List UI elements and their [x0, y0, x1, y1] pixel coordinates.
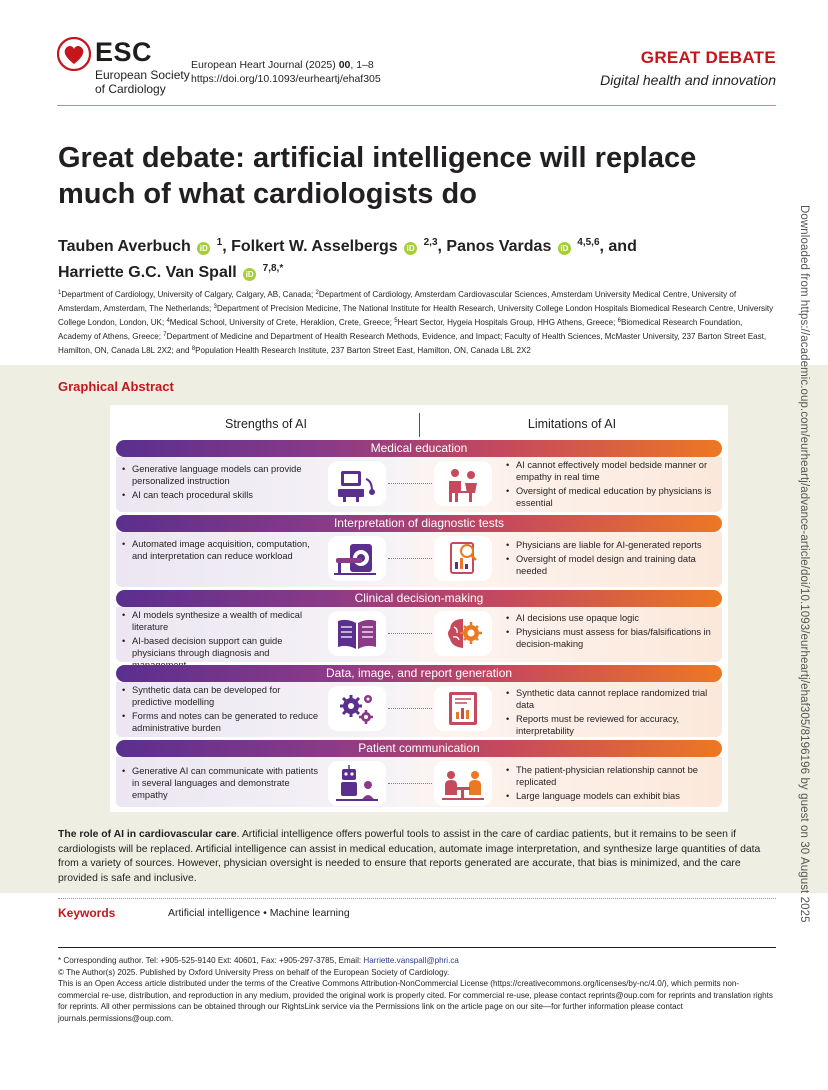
- brain-gear-icon: [434, 611, 492, 656]
- affiliation-text: Department of Cardiology, Amsterdam Cardiovascular Sciences, Amsterdam University Medical Centre, University of Amsterdam, Amsterdam, The Netherlands;: [58, 290, 737, 313]
- robot-icon: [328, 761, 386, 806]
- section-subtitle: Digital health and innovation: [600, 72, 776, 88]
- logo-subtitle-line2: of Cardiology: [95, 82, 166, 96]
- affiliation-number: 5: [394, 318, 398, 324]
- author-affiliation: 1: [216, 237, 223, 248]
- affiliation-text: Department of Precision Medicine, The National Institute for Health Research, University College London Hospitals Biomedical Research Centre, University College London, London, UK;: [58, 304, 774, 327]
- orcid-icon[interactable]: iD: [558, 242, 571, 255]
- simulator-icon: [328, 461, 386, 506]
- orcid-icon[interactable]: iD: [197, 242, 210, 255]
- mri-scanner-icon: [328, 536, 386, 581]
- consultation-icon: [434, 761, 492, 806]
- keywords-text: Artificial intelligence • Machine learning: [168, 907, 350, 919]
- affiliation-text: Medical School, University of Crete, Heraklion, Crete, Greece;: [169, 318, 395, 327]
- author-name[interactable]: Harriette G.C. Van Spall: [58, 264, 237, 281]
- connector-line: [388, 483, 432, 484]
- journal-citation: [191, 58, 381, 86]
- section-title: GREAT DEBATE: [640, 48, 776, 67]
- strength-item: • AI models synthesize a wealth of medical literature: [122, 609, 322, 633]
- book-icon: [328, 611, 386, 656]
- affiliation-number: 3: [213, 304, 217, 310]
- strength-item: • Generative language models can provide personalized instruction: [122, 463, 322, 487]
- strength-item: • Generative AI can communicate with patients in several languages and demonstrate empathy: [122, 765, 322, 801]
- affiliation-number: 4: [166, 318, 170, 324]
- affiliation-text: Department of Cardiology, University of Calgary, Calgary, AB, Canada;: [61, 290, 316, 299]
- strengths-list: [122, 538, 322, 564]
- orcid-icon[interactable]: iD: [404, 242, 417, 255]
- affiliation-text: Heart Sector, Hygeia Hospitals Group, HHG Athens, Greece;: [397, 318, 618, 327]
- author-separator: ,: [222, 238, 232, 255]
- limitation-item: • Physicians are liable for AI-generated reports: [506, 539, 716, 551]
- affiliation-number: 7: [163, 332, 167, 338]
- row-header-clinical-decision-making: Clinical decision-making: [116, 590, 722, 607]
- limitation-item: • Oversight of medical education by physicians is essential: [506, 485, 716, 509]
- affiliations: [58, 287, 776, 357]
- limitation-item: • AI decisions use opaque logic: [506, 612, 716, 624]
- doi-link[interactable]: https://doi.org/10.1093/eurheartj/ehaf305: [191, 73, 381, 85]
- author-affiliation: 2,3: [423, 237, 438, 248]
- connector-line: [388, 633, 432, 634]
- heart-logo-icon: [57, 37, 91, 71]
- limitation-item: • The patient-physician relationship cannot be replicated: [506, 764, 716, 788]
- row-header-data-generation: Data, image, and report generation: [116, 665, 722, 682]
- author-name[interactable]: Panos Vardas: [446, 238, 552, 255]
- strengths-list: [122, 765, 322, 803]
- row-header-diagnostic-tests: Interpretation of diagnostic tests: [116, 515, 722, 532]
- graphical-abstract-label: Graphical Abstract: [58, 379, 174, 394]
- esc-logo: [57, 37, 197, 97]
- logo-text: ESC: [95, 37, 153, 67]
- download-watermark: [796, 205, 812, 923]
- data-analysis-icon: [434, 536, 492, 581]
- strength-item: • AI can teach procedural skills: [122, 489, 322, 501]
- license-text: This is an Open Access article distributed under the terms of the Creative Commons Attribution-NonCommercial License (https://creativecommons.org/licenses/by-nc/4.0/), which permits non-commercial re-use, distribution, and reproduction in any medium, provided the original work is properly cited. For commercial re-use, please contact reprints@oup.com for reprints and translation rights for reprints. All other permissions can be obtained through our RightsLink service via the Permissions link on the article page on our site—for further information please contact journals.permissions@oup.com.: [58, 979, 773, 1023]
- limitation-item: • Physicians must assess for bias/falsifications in decision-making: [506, 626, 716, 650]
- connector-line: [388, 558, 432, 559]
- column-header-limitations: Limitations of AI: [527, 417, 617, 431]
- article-title: Great debate: artificial intelligence will replace much of what cardiologists do: [58, 142, 697, 210]
- limitations-list: [506, 539, 716, 579]
- copyright-text: © The Author(s) 2025. Published by Oxford University Press on behalf of the European Society of Cardiology.: [58, 967, 450, 977]
- author-separator: , and: [599, 238, 637, 255]
- author-affiliation: 7,8,*: [262, 263, 284, 274]
- strength-item: • Automated image acquisition, computation, and interpretation can reduce workload: [122, 538, 322, 562]
- author-list: [58, 232, 748, 284]
- affiliation-text: Biomedical Research Foundation, Academy of Athens, Greece;: [58, 318, 743, 341]
- strengths-list: [122, 684, 322, 736]
- author-name[interactable]: Tauben Averbuch: [58, 238, 191, 255]
- download-note-text: Downloaded from https://academic.oup.com/eurheartj/advance-article/doi/10.1093/eurheartj/ehaf305/8196196 by guest on 30 August 2025: [798, 205, 810, 923]
- affiliation-number: 6: [617, 318, 621, 324]
- connector-line: [388, 783, 432, 784]
- caption-text: . Artificial intelligence offers powerful tools to assist in the care of cardiac patients, but it remains to be seen if cardiologists will be replaced. Artificial intelligence can assist in medical education, automate image interpretation, and synthesize large quantities of data from a variety of sources. However, physician oversight is needed to ensure that reports generated are accurate, that bias is minimized, and the care provided is safe and inclusive.: [58, 829, 761, 884]
- limitation-item: • Oversight of model design and training data needed: [506, 553, 716, 577]
- row-header-medical-education: Medical education: [116, 440, 722, 457]
- affiliation-text: Population Health Research Institute, 237 Barton Street East, Hamilton, ON, Canada L8L 2X2: [195, 346, 531, 355]
- corresponding-author: * Corresponding author. Tel: +905-525-9140 Ext: 40601, Fax: +905-297-3785, Email:: [58, 956, 364, 965]
- affiliation-text: Department of Medicine and Department of Health Research Methods, Evidence, and Impact; Faculty of Health Sciences, McMaster University, 237 Barton Street East, Hamilton, ON, Canada L8L 2X2; and: [58, 332, 767, 355]
- limitations-list: [506, 459, 716, 511]
- strengths-list: [122, 609, 322, 673]
- strength-item: • Forms and notes can be generated to reduce administrative burden: [122, 710, 322, 734]
- author-affiliation: 4,5,6: [577, 237, 600, 248]
- patient-care-icon: [434, 461, 492, 506]
- header-divider: [57, 105, 776, 106]
- strength-item: • Synthetic data can be developed for predictive modelling: [122, 684, 322, 708]
- limitation-item: • AI cannot effectively model bedside manner or empathy in real time: [506, 459, 716, 483]
- limitations-list: [506, 687, 716, 739]
- figure-caption: [58, 828, 778, 886]
- graphical-abstract-figure: [110, 405, 728, 812]
- affiliation-number: 2: [315, 290, 319, 296]
- affiliation-number: 8: [191, 346, 196, 352]
- strength-item: • AI-based decision support can guide physicians through diagnosis and: [122, 635, 322, 671]
- gears-icon: [328, 686, 386, 731]
- limitation-item: • Reports must be reviewed for accuracy, interpretability: [506, 713, 716, 737]
- strengths-list: [122, 463, 322, 503]
- limitations-list: [506, 764, 716, 804]
- email-link[interactable]: Harriette.vanspall@phri.ca: [363, 956, 459, 965]
- logo-subtitle-line1: European Society: [95, 68, 190, 82]
- author-separator: ,: [437, 238, 447, 255]
- journal-pages: , 1–8: [350, 59, 374, 71]
- limitation-item: • Synthetic data cannot replace randomized trial data: [506, 687, 716, 711]
- keywords-label: Keywords: [58, 906, 116, 920]
- journal-volume: 00: [338, 59, 351, 71]
- limitation-item: • Large language models can exhibit bias: [506, 790, 716, 802]
- journal-name: European Heart Journal (2025): [191, 59, 336, 71]
- report-chart-icon: [434, 686, 492, 731]
- caption-title: The role of AI in cardiovascular care: [58, 829, 237, 840]
- affiliation-number: 1: [58, 290, 62, 296]
- column-divider: [419, 413, 420, 437]
- limitations-list: [506, 612, 716, 652]
- footer-divider: [58, 947, 776, 948]
- column-header-strengths: Strengths of AI: [225, 417, 307, 431]
- footnotes: [58, 955, 778, 1025]
- keywords-divider: [58, 898, 776, 899]
- row-header-patient-communication: Patient communication: [116, 740, 722, 757]
- author-name[interactable]: Folkert W. Asselbergs: [231, 238, 398, 255]
- connector-line: [388, 708, 432, 709]
- orcid-icon[interactable]: iD: [243, 268, 256, 281]
